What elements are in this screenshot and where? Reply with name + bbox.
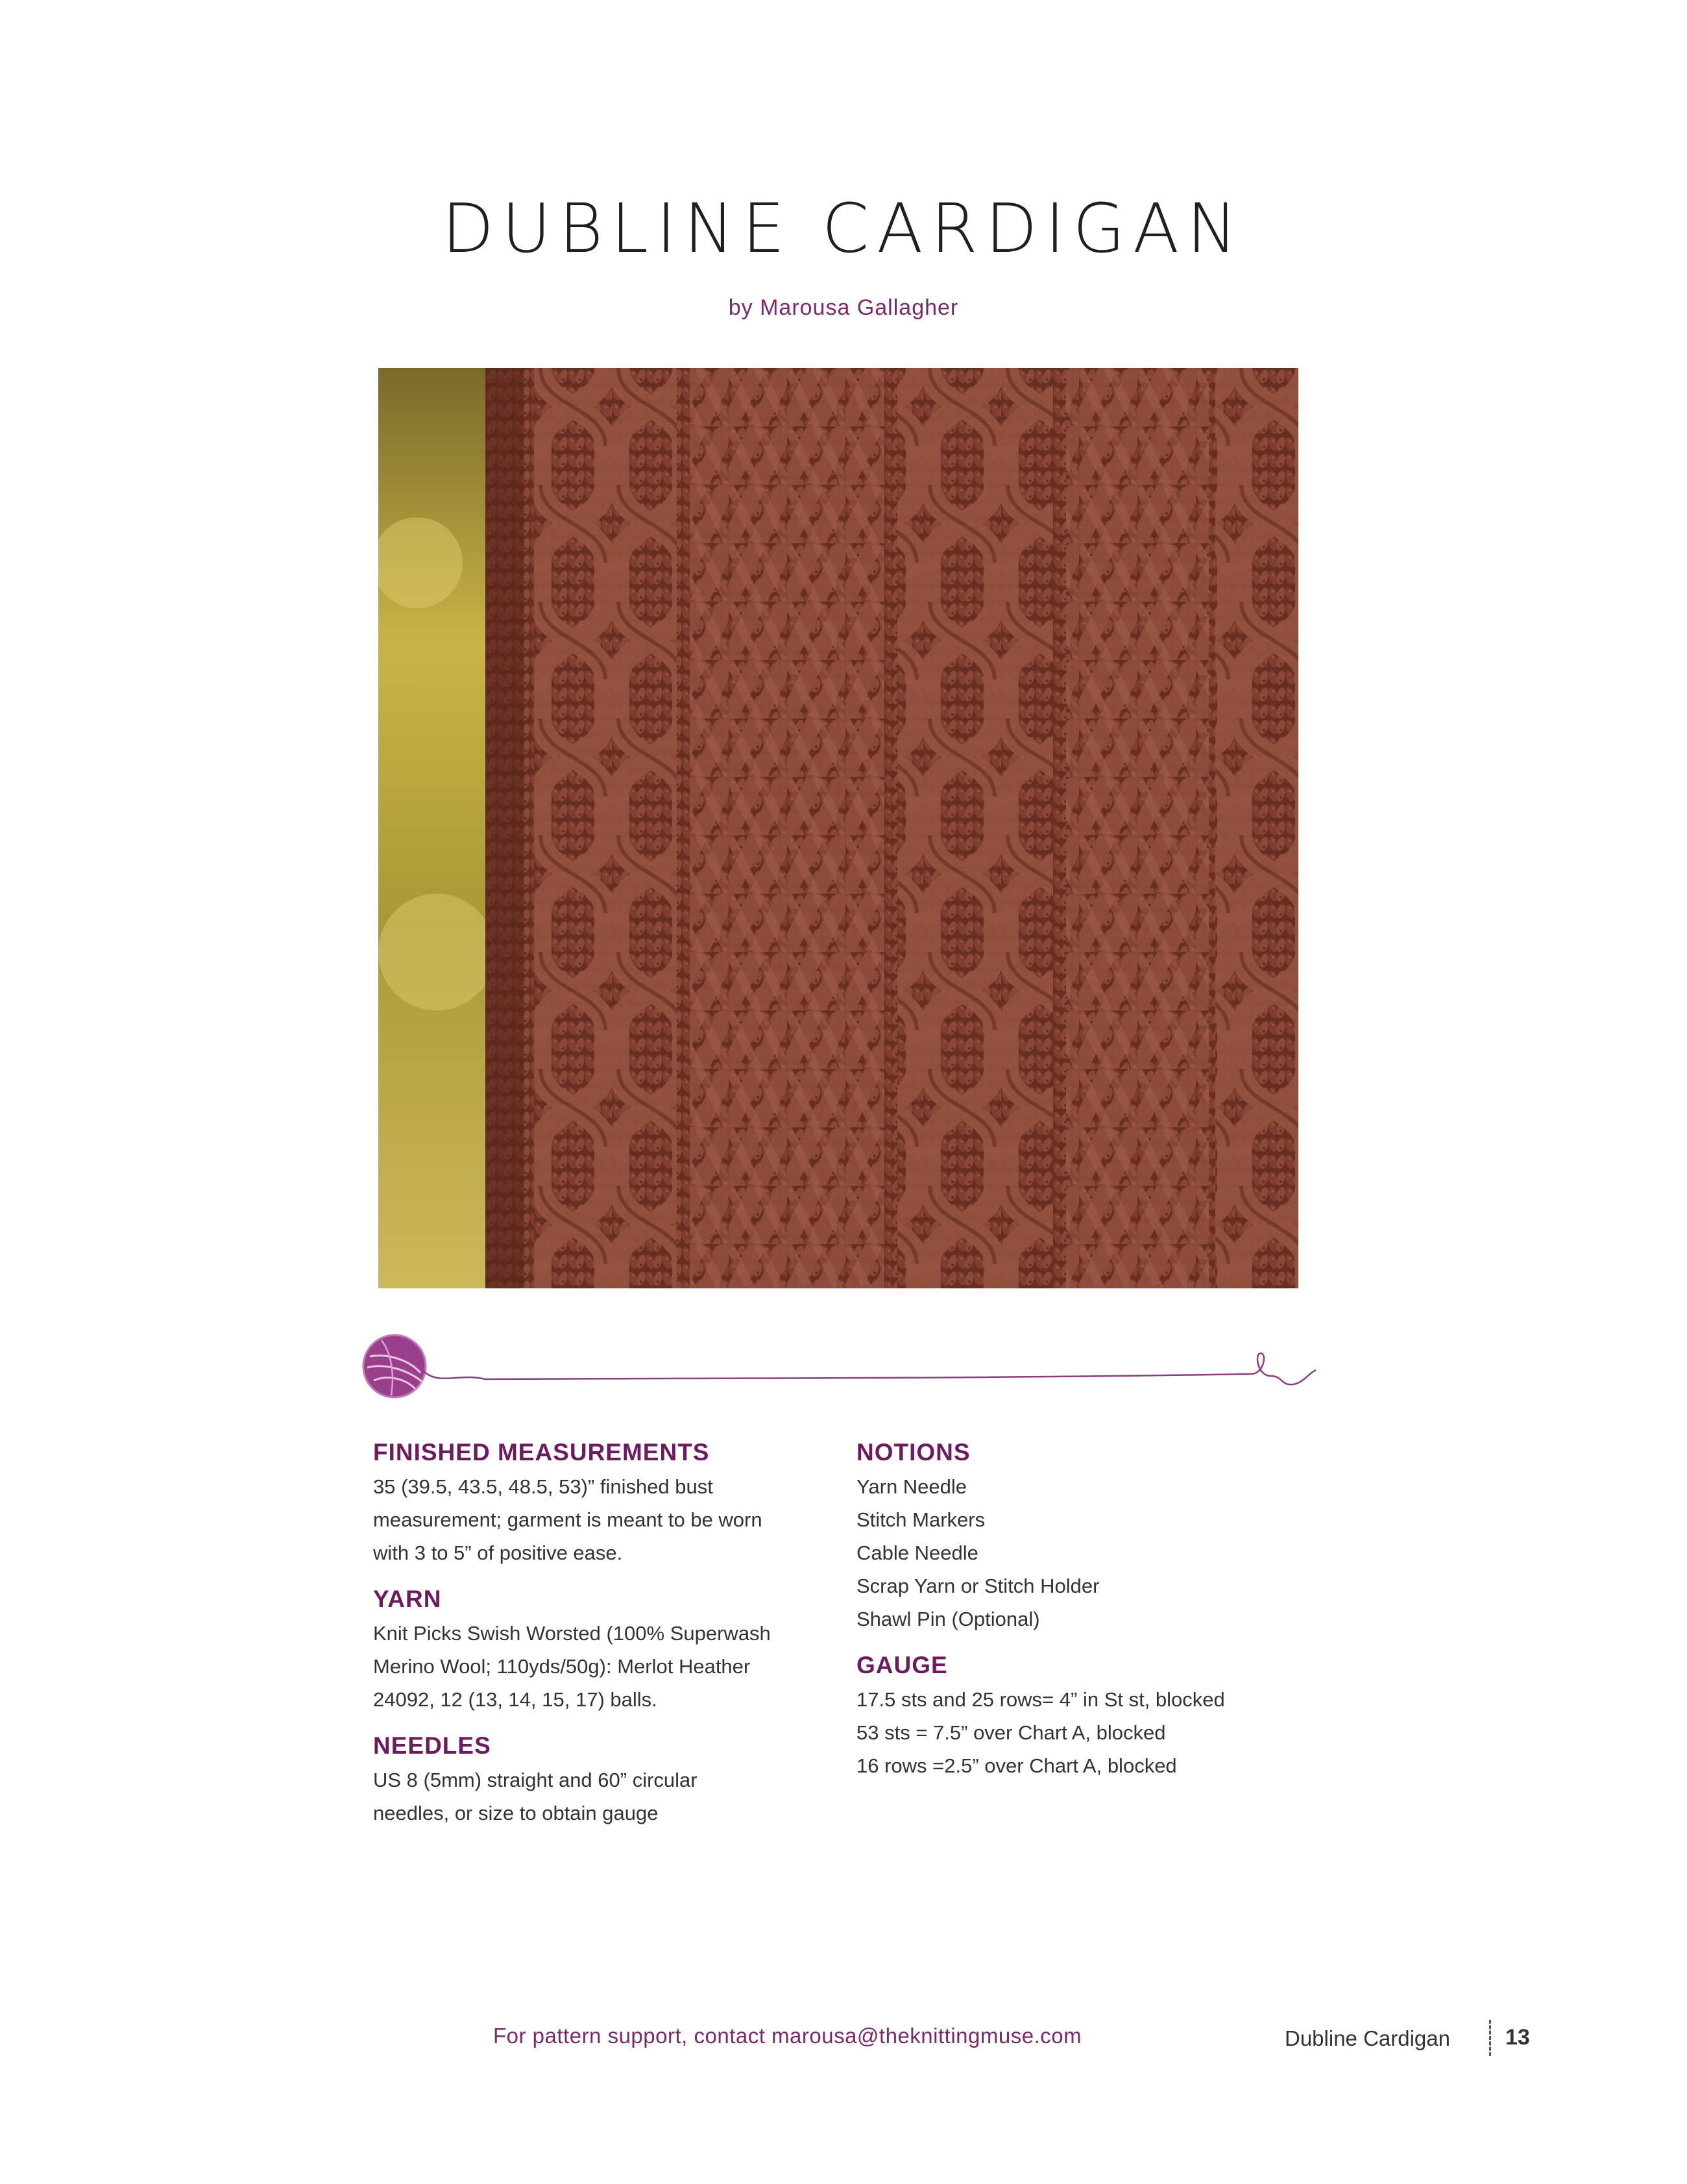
list-item: Stitch Markers [856,1508,986,1531]
knitted-cable-photo [378,368,1298,1288]
list-item: 16 rows =2.5” over Chart A, blocked [856,1754,1177,1777]
section-heading: NEEDLES [373,1732,491,1759]
section-body [373,1763,840,1830]
left-column [373,1434,840,1841]
section-heading: NOTIONS [856,1439,971,1466]
body-line: with 3 to 5” of positive ease. [373,1541,623,1564]
section-heading: FINISHED MEASUREMENTS [373,1439,710,1466]
section-body [373,1470,840,1569]
list-item: Shawl Pin (Optional) [856,1608,1040,1630]
list-item: Yarn Needle [856,1475,967,1498]
yarn-strand-line [424,1353,1316,1384]
section-heading: GAUGE [856,1652,948,1678]
right-column [856,1434,1324,1794]
knitted-cable-illustration [378,368,1298,1288]
body-line: needles, or size to obtain gauge [373,1802,659,1824]
page-number: 13 [1505,2025,1530,2050]
list-item: Scrap Yarn or Stitch Holder [856,1575,1100,1597]
body-line: Merino Wool; 110yds/50g): Merlot Heather [373,1655,751,1678]
body-line: Knit Picks Swish Worsted (100% Superwash [373,1622,771,1645]
yarn-divider [356,1327,1322,1405]
section-yarn [373,1581,840,1716]
body-line: 24092, 12 (13, 14, 15, 17) balls. [373,1688,657,1711]
yarn-ball-icon [363,1335,426,1397]
section-needles [373,1728,840,1830]
section-body [856,1683,1324,1782]
footer-doc-title: Dubline Cardigan [1285,2026,1450,2050]
page-title: DUBLINE CARDIGAN [442,189,1245,268]
pattern-support-note: For pattern support, contact marousa@theknittingmuse.com [493,2024,1082,2048]
list-item: Cable Needle [856,1541,978,1564]
section-notions [856,1434,1324,1636]
list-item: 17.5 sts and 25 rows= 4” in St st, blocked [856,1688,1225,1711]
section-body [856,1470,1324,1636]
body-line: 35 (39.5, 43.5, 48.5, 53)” finished bust [373,1475,713,1498]
section-finished-measurements [373,1434,840,1569]
section-body [373,1617,840,1716]
section-heading: YARN [373,1586,442,1612]
list-item: 53 sts = 7.5” over Chart A, blocked [856,1721,1166,1744]
body-line: measurement; garment is meant to be worn [373,1508,762,1531]
footer-divider [1489,2020,1491,2056]
body-line: US 8 (5mm) straight and 60” circular [373,1769,698,1791]
byline: by Marousa Gallagher [728,295,959,320]
section-gauge [856,1647,1324,1782]
